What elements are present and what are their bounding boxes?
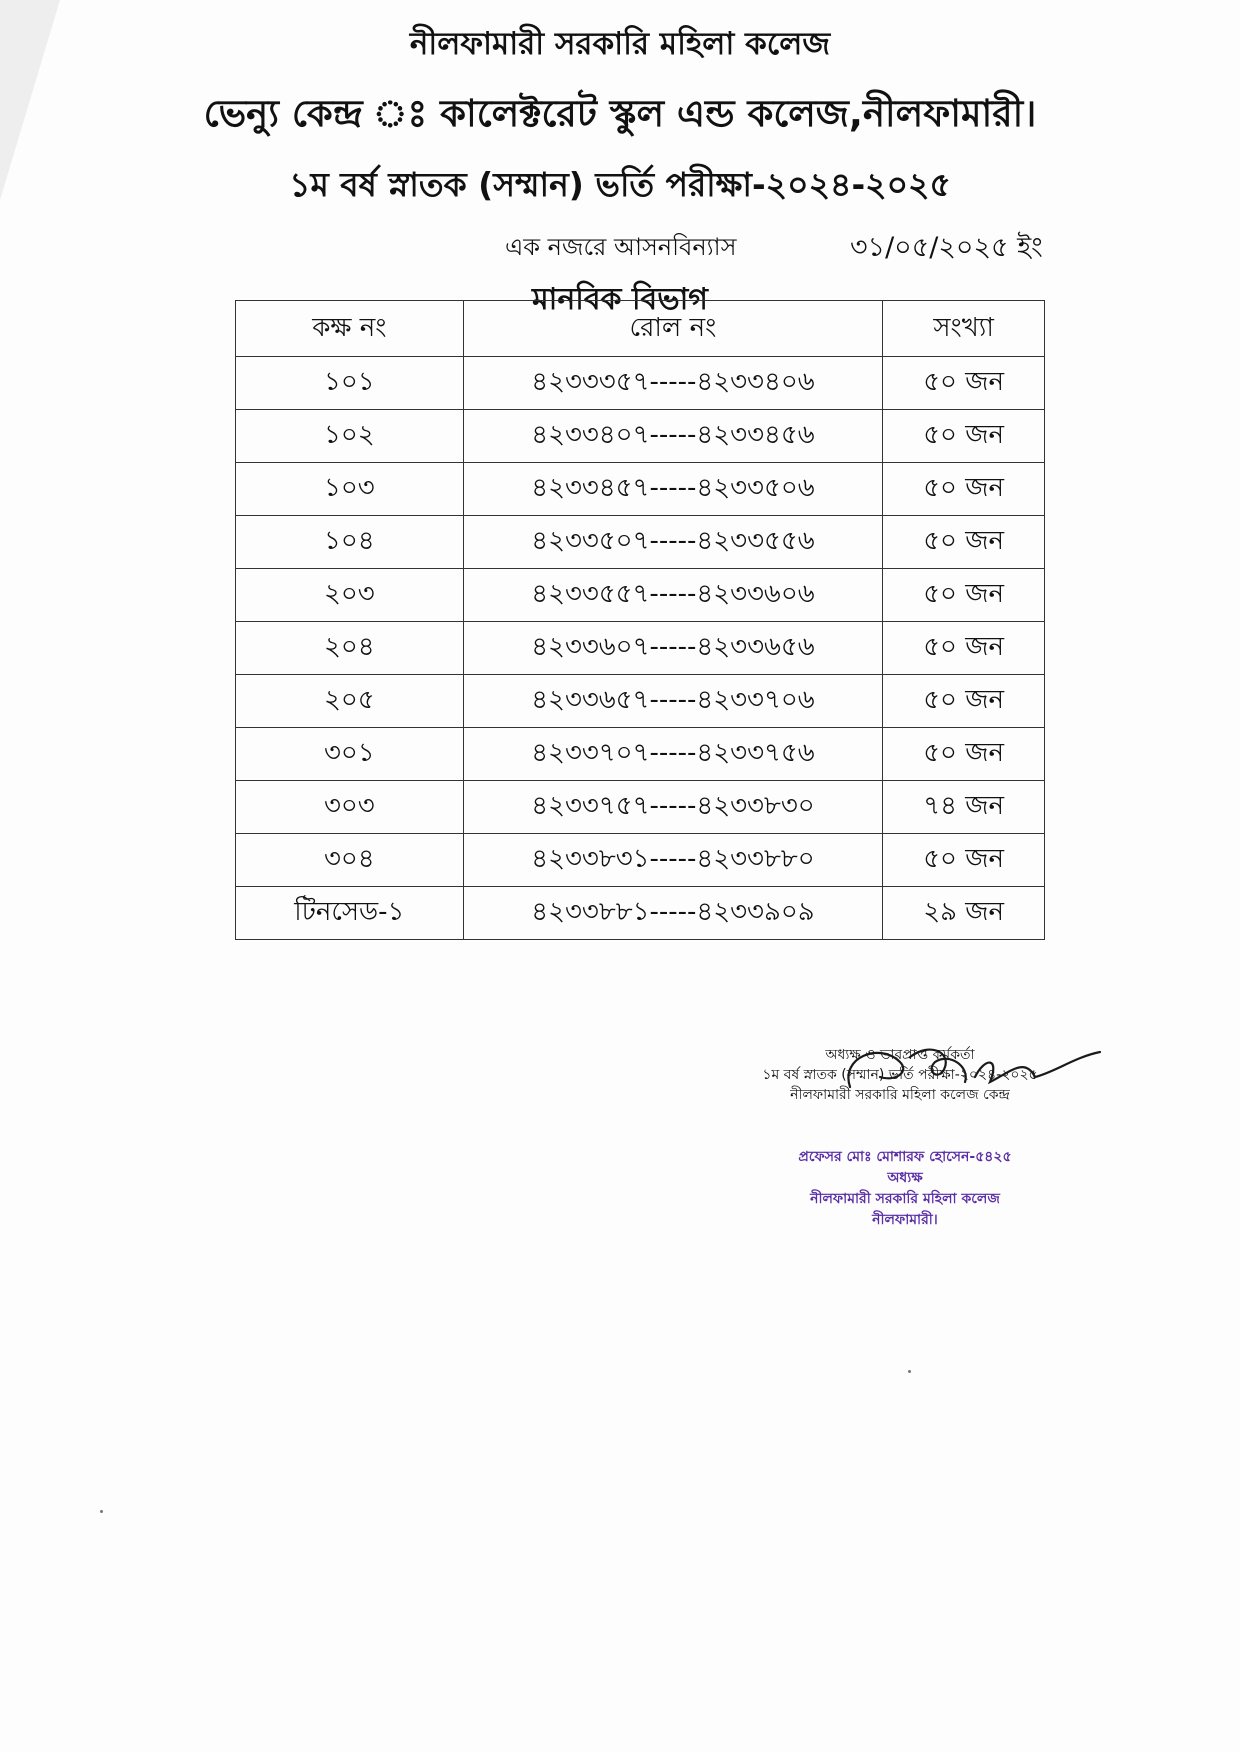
room-cell: টিনসেড-১ [236, 887, 464, 940]
seat-plan-table [235, 300, 1045, 940]
roll-range-cell: ৪২৩৩৭০৭-----৪২৩৩৭৫৬ [463, 728, 883, 781]
stamp-designation: অধ্যক্ষ [887, 1170, 923, 1186]
roll-range-cell: ৪২৩৩৫০৭-----৪২৩৩৫৫৬ [463, 516, 883, 569]
table-row [236, 516, 1045, 569]
signature-block [700, 1045, 1100, 1105]
room-cell: ১০৩ [236, 463, 464, 516]
signature-exam: ১ম বর্ষ স্নাতক (সম্মান) ভর্তি পরীক্ষা-২০২৪-২০২৫ [762, 1067, 1038, 1083]
signature-centre: নীলফামারী সরকারি মহিলা কলেজ কেন্দ্র [790, 1087, 1010, 1103]
official-stamp [790, 1147, 1020, 1231]
signature-title: অধ্যক্ষ ও ভারপ্রাপ্ত কর্মকর্তা [825, 1047, 975, 1063]
count-cell: ৫০ জন [883, 622, 1045, 675]
roll-range-cell: ৪২৩৩৭৫৭-----৪২৩৩৮৩০ [463, 781, 883, 834]
table-row [236, 781, 1045, 834]
count-cell: ৫০ জন [883, 463, 1045, 516]
table-row [236, 622, 1045, 675]
table-row [236, 728, 1045, 781]
count-cell: ৫০ জন [883, 410, 1045, 463]
header-count: সংখ্যা [883, 301, 1045, 357]
roll-range-cell: ৪২৩৩৮৮১-----৪২৩৩৯০৯ [463, 887, 883, 940]
count-cell: ২৯ জন [883, 887, 1045, 940]
roll-range-cell: ৪২৩৩৩৫৭-----৪২৩৩৪০৬ [463, 357, 883, 410]
header-room: কক্ষ নং [236, 301, 464, 357]
seat-plan-label: এক নজরে আসনবিন্যাস [505, 233, 737, 261]
stamp-college: নীলফামারী সরকারি মহিলা কলেজ [810, 1191, 1000, 1207]
room-cell: ৩০১ [236, 728, 464, 781]
count-cell: ৭৪ জন [883, 781, 1045, 834]
roll-range-cell: ৪২৩৩৬৫৭-----৪২৩৩৭০৬ [463, 675, 883, 728]
exam-title: ১ম বর্ষ স্নাতক (সম্মান) ভর্তি পরীক্ষা-২০২৪-২০২৫ [289, 165, 951, 204]
roll-range-cell: ৪২৩৩৪৫৭-----৪২৩৩৫০৬ [463, 463, 883, 516]
table-row [236, 569, 1045, 622]
college-name: নীলফামারী সরকারি মহিলা কলেজ [409, 26, 831, 62]
handwritten-signature [810, 1037, 1110, 1107]
stamp-name: প্রফেসর মোঃ মোশারফ হোসেন-৫৪২৫ [798, 1149, 1012, 1165]
roll-range-cell: ৪২৩৩৫৫৭-----৪২৩৩৬০৬ [463, 569, 883, 622]
count-cell: ৫০ জন [883, 357, 1045, 410]
room-cell: ১০৪ [236, 516, 464, 569]
table-row [236, 410, 1045, 463]
count-cell: ৫০ জন [883, 569, 1045, 622]
table-row [236, 834, 1045, 887]
room-cell: ২০৫ [236, 675, 464, 728]
document-header [0, 20, 1240, 326]
roll-range-cell: ৪২৩৩৬০৭-----৪২৩৩৬৫৬ [463, 622, 883, 675]
roll-range-cell: ৪২৩৩৪০৭-----৪২৩৩৪৫৬ [463, 410, 883, 463]
header-roll: রোল নং [463, 301, 883, 357]
table-row [236, 463, 1045, 516]
subtitle-row [0, 225, 1240, 265]
table-header-row [236, 301, 1045, 357]
count-cell: ৫০ জন [883, 728, 1045, 781]
room-cell: ১০২ [236, 410, 464, 463]
paper-speck [908, 1370, 911, 1373]
count-cell: ৫০ জন [883, 516, 1045, 569]
table-row [236, 887, 1045, 940]
count-cell: ৫০ জন [883, 834, 1045, 887]
stamp-location: নীলফামারী। [872, 1212, 938, 1228]
room-cell: ২০৩ [236, 569, 464, 622]
count-cell: ৫০ জন [883, 675, 1045, 728]
paper-speck [100, 1510, 103, 1513]
document-date: ৩১/০৫/২০২৫ ইং [850, 232, 1043, 263]
room-cell: ২০৪ [236, 622, 464, 675]
table-row [236, 357, 1045, 410]
venue-title: ভেন্যু কেন্দ্র ঃ কালেক্টরেট স্কুল এন্ড কলেজ,নীলফামারী। [203, 92, 1037, 135]
department-title: মানবিক বিভাগ [532, 282, 708, 317]
room-cell: ৩০৪ [236, 834, 464, 887]
room-cell: ১০১ [236, 357, 464, 410]
table-row [236, 675, 1045, 728]
roll-range-cell: ৪২৩৩৮৩১-----৪২৩৩৮৮০ [463, 834, 883, 887]
room-cell: ৩০৩ [236, 781, 464, 834]
